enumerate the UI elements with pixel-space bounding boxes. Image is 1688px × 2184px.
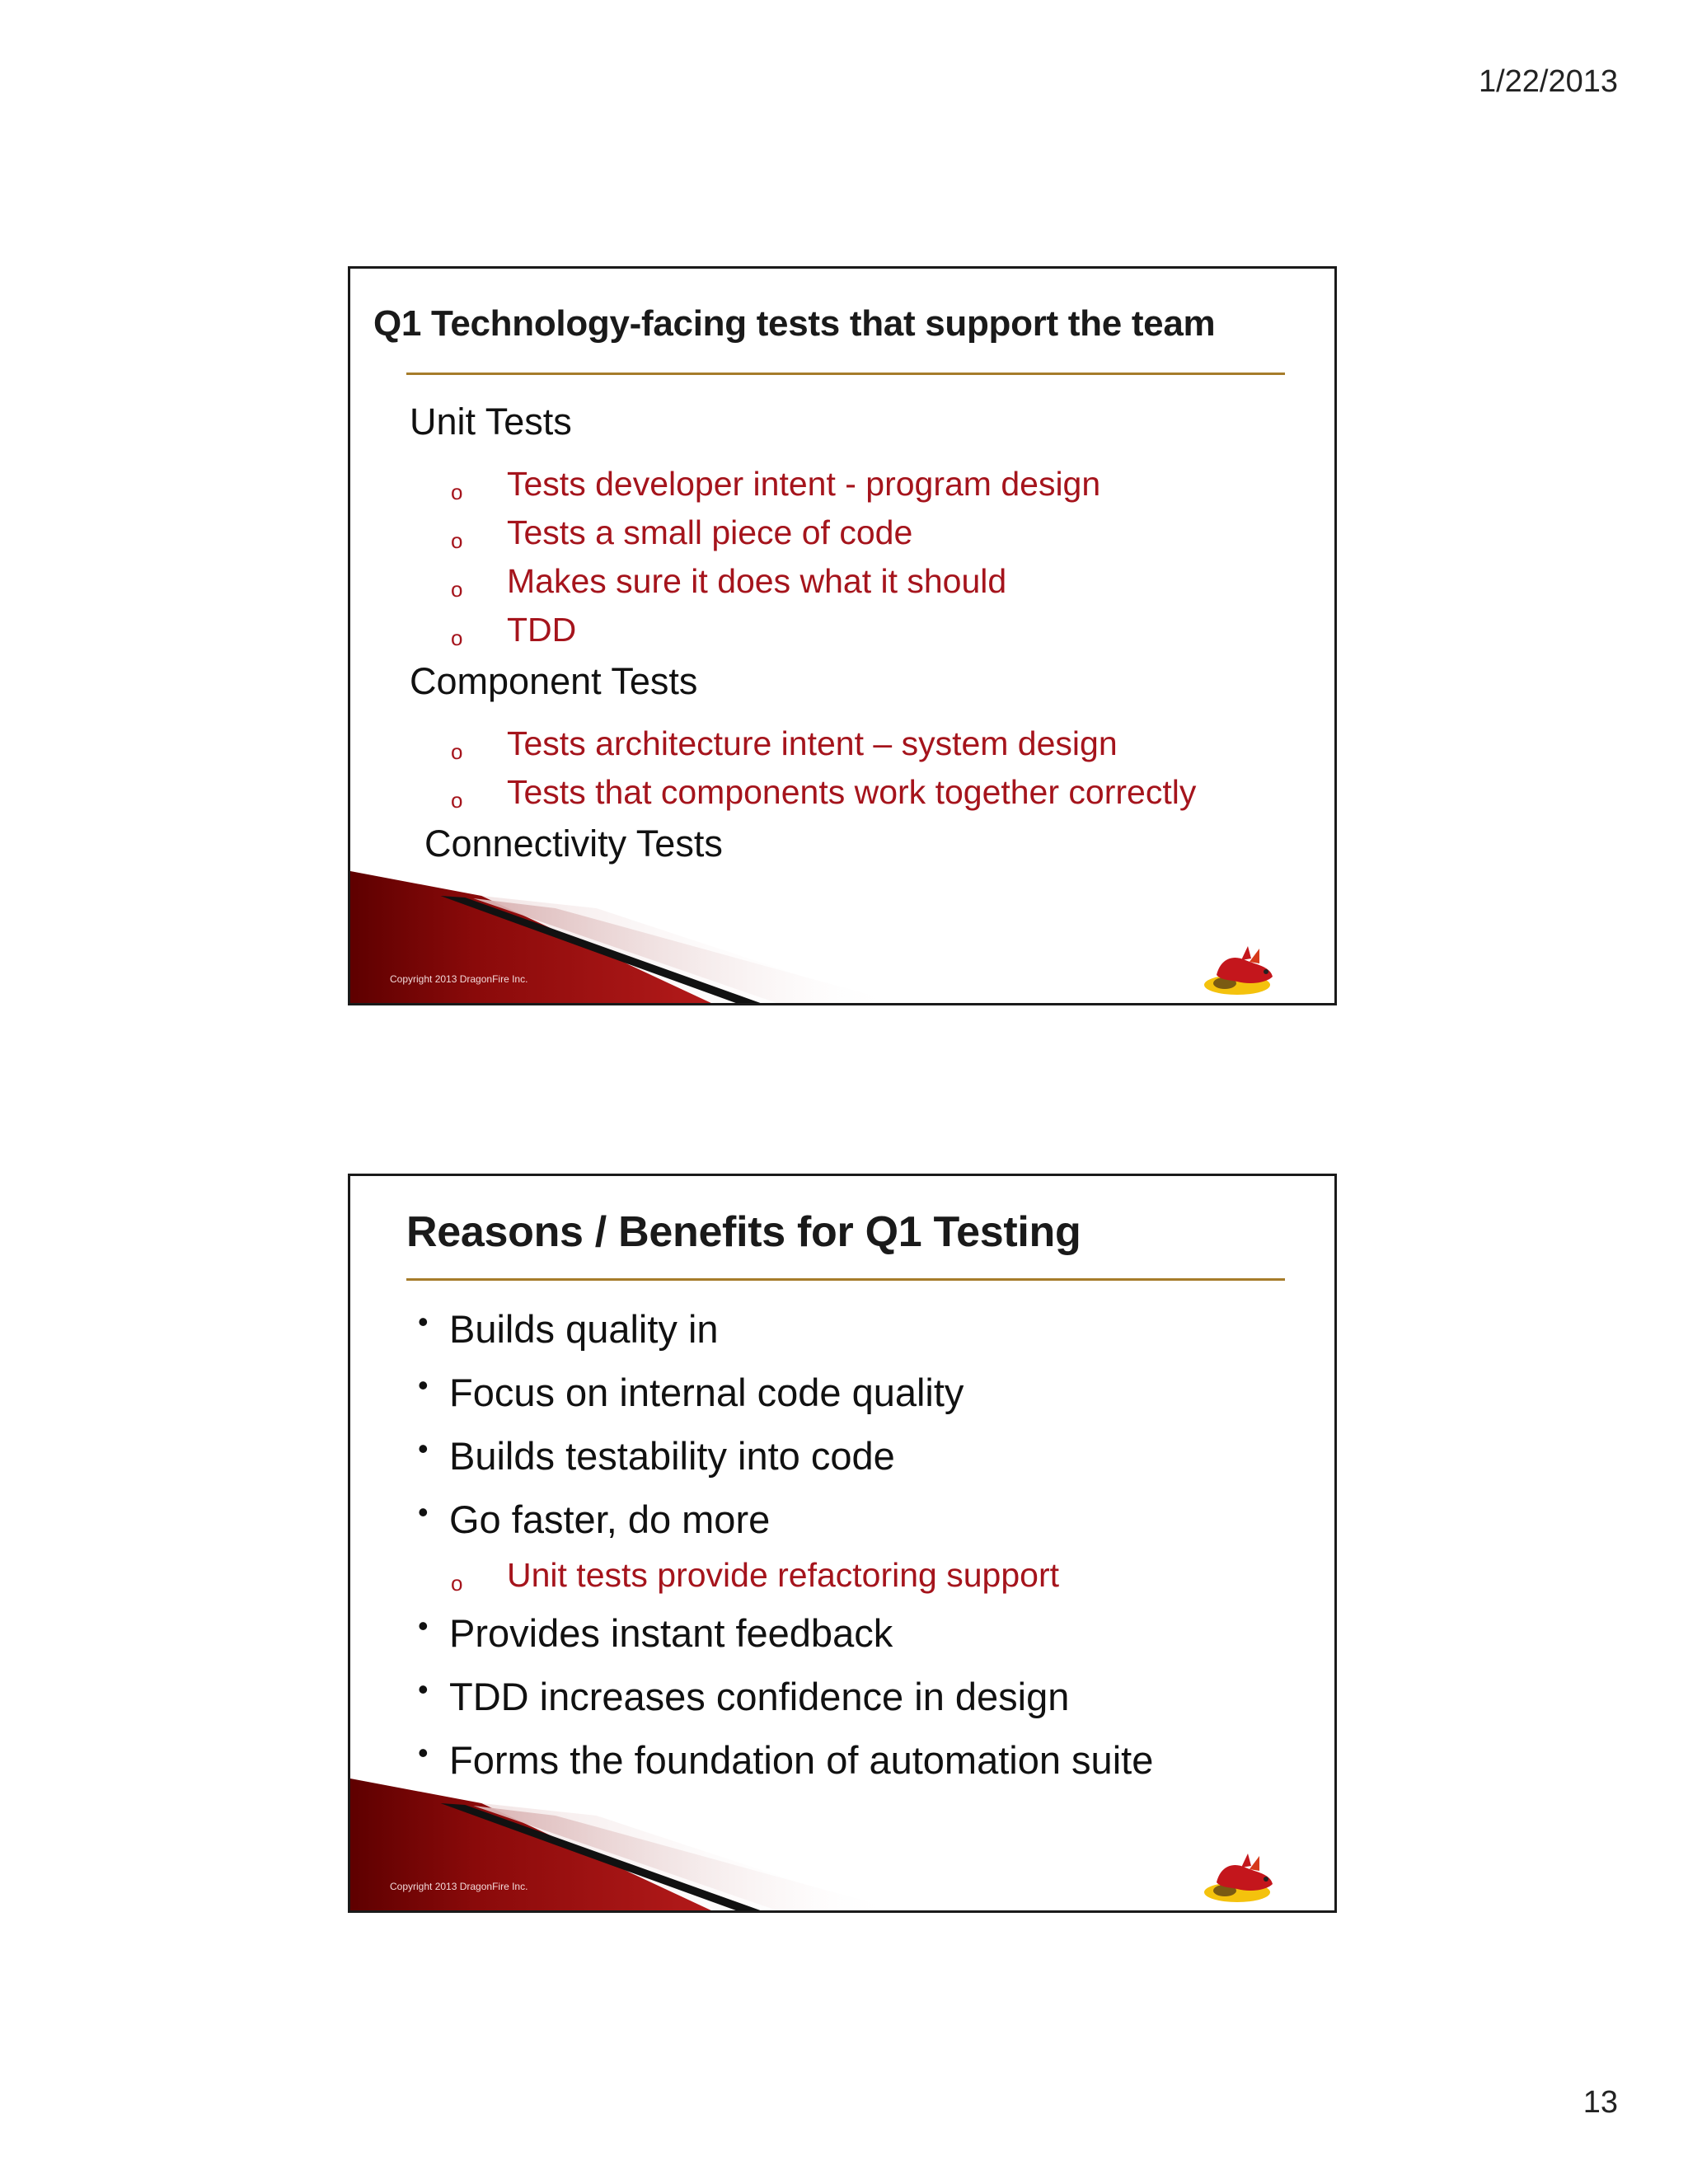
- circle-bullet-icon: o: [451, 739, 463, 764]
- circle-bullet-icon: o: [451, 528, 463, 553]
- circle-bullet-icon: o: [451, 577, 463, 602]
- circle-bullet-icon: o: [451, 1571, 463, 1596]
- circle-bullet-icon: o: [451, 626, 463, 650]
- bullet-dot-icon: •: [418, 1368, 429, 1402]
- title-divider: [406, 373, 1285, 375]
- slide-q1-benefits: Reasons / Benefits for Q1 Testing • Builds quality in • Focus on internal code quality • Builds testability into code • Go faster, do more o Unit tests provide refactoring support • Provides instant feedback • TDD increases confidence in design • Forms the foundation of automation suite Copyright 2013 DragonFire Inc.: [348, 1174, 1337, 1913]
- bullet-dot-icon: •: [418, 1736, 429, 1769]
- title-divider: [406, 1278, 1285, 1281]
- slide-q1-technology: Q1 Technology-facing tests that support the team Unit Tests o Tests developer intent - program design o Tests a small piece of code o Makes sure it does what it should o TDD Component Tests o Tests architecture intent – system design o Tests that components work together correctly Connectivity Tests Copyright 2013 DragonFire Inc.: [348, 266, 1337, 1005]
- circle-bullet-icon: o: [451, 788, 463, 813]
- section-heading-unit-tests: Unit Tests: [410, 401, 572, 443]
- bullet-dot-icon: •: [418, 1609, 429, 1643]
- bullet-dot-icon: •: [418, 1432, 429, 1465]
- bullet-dot-icon: •: [418, 1672, 429, 1706]
- page-number: 13: [1582, 2085, 1618, 2120]
- dragon-logo-icon: [1200, 1849, 1278, 1907]
- copyright-text: Copyright 2013 DragonFire Inc.: [390, 973, 528, 985]
- section-heading-connectivity-tests: Connectivity Tests: [424, 823, 723, 865]
- section-heading-component-tests: Component Tests: [410, 660, 698, 702]
- dragon-logo-icon: [1200, 942, 1278, 1000]
- slide-title: Q1 Technology-facing tests that support the team: [373, 303, 1216, 344]
- slide-title: Reasons / Benefits for Q1 Testing: [406, 1208, 1081, 1256]
- circle-bullet-icon: o: [451, 480, 463, 504]
- bullet-dot-icon: •: [418, 1305, 429, 1338]
- copyright-text: Copyright 2013 DragonFire Inc.: [390, 1881, 528, 1892]
- page-date: 1/22/2013: [1478, 64, 1618, 99]
- bullet-dot-icon: •: [418, 1495, 429, 1529]
